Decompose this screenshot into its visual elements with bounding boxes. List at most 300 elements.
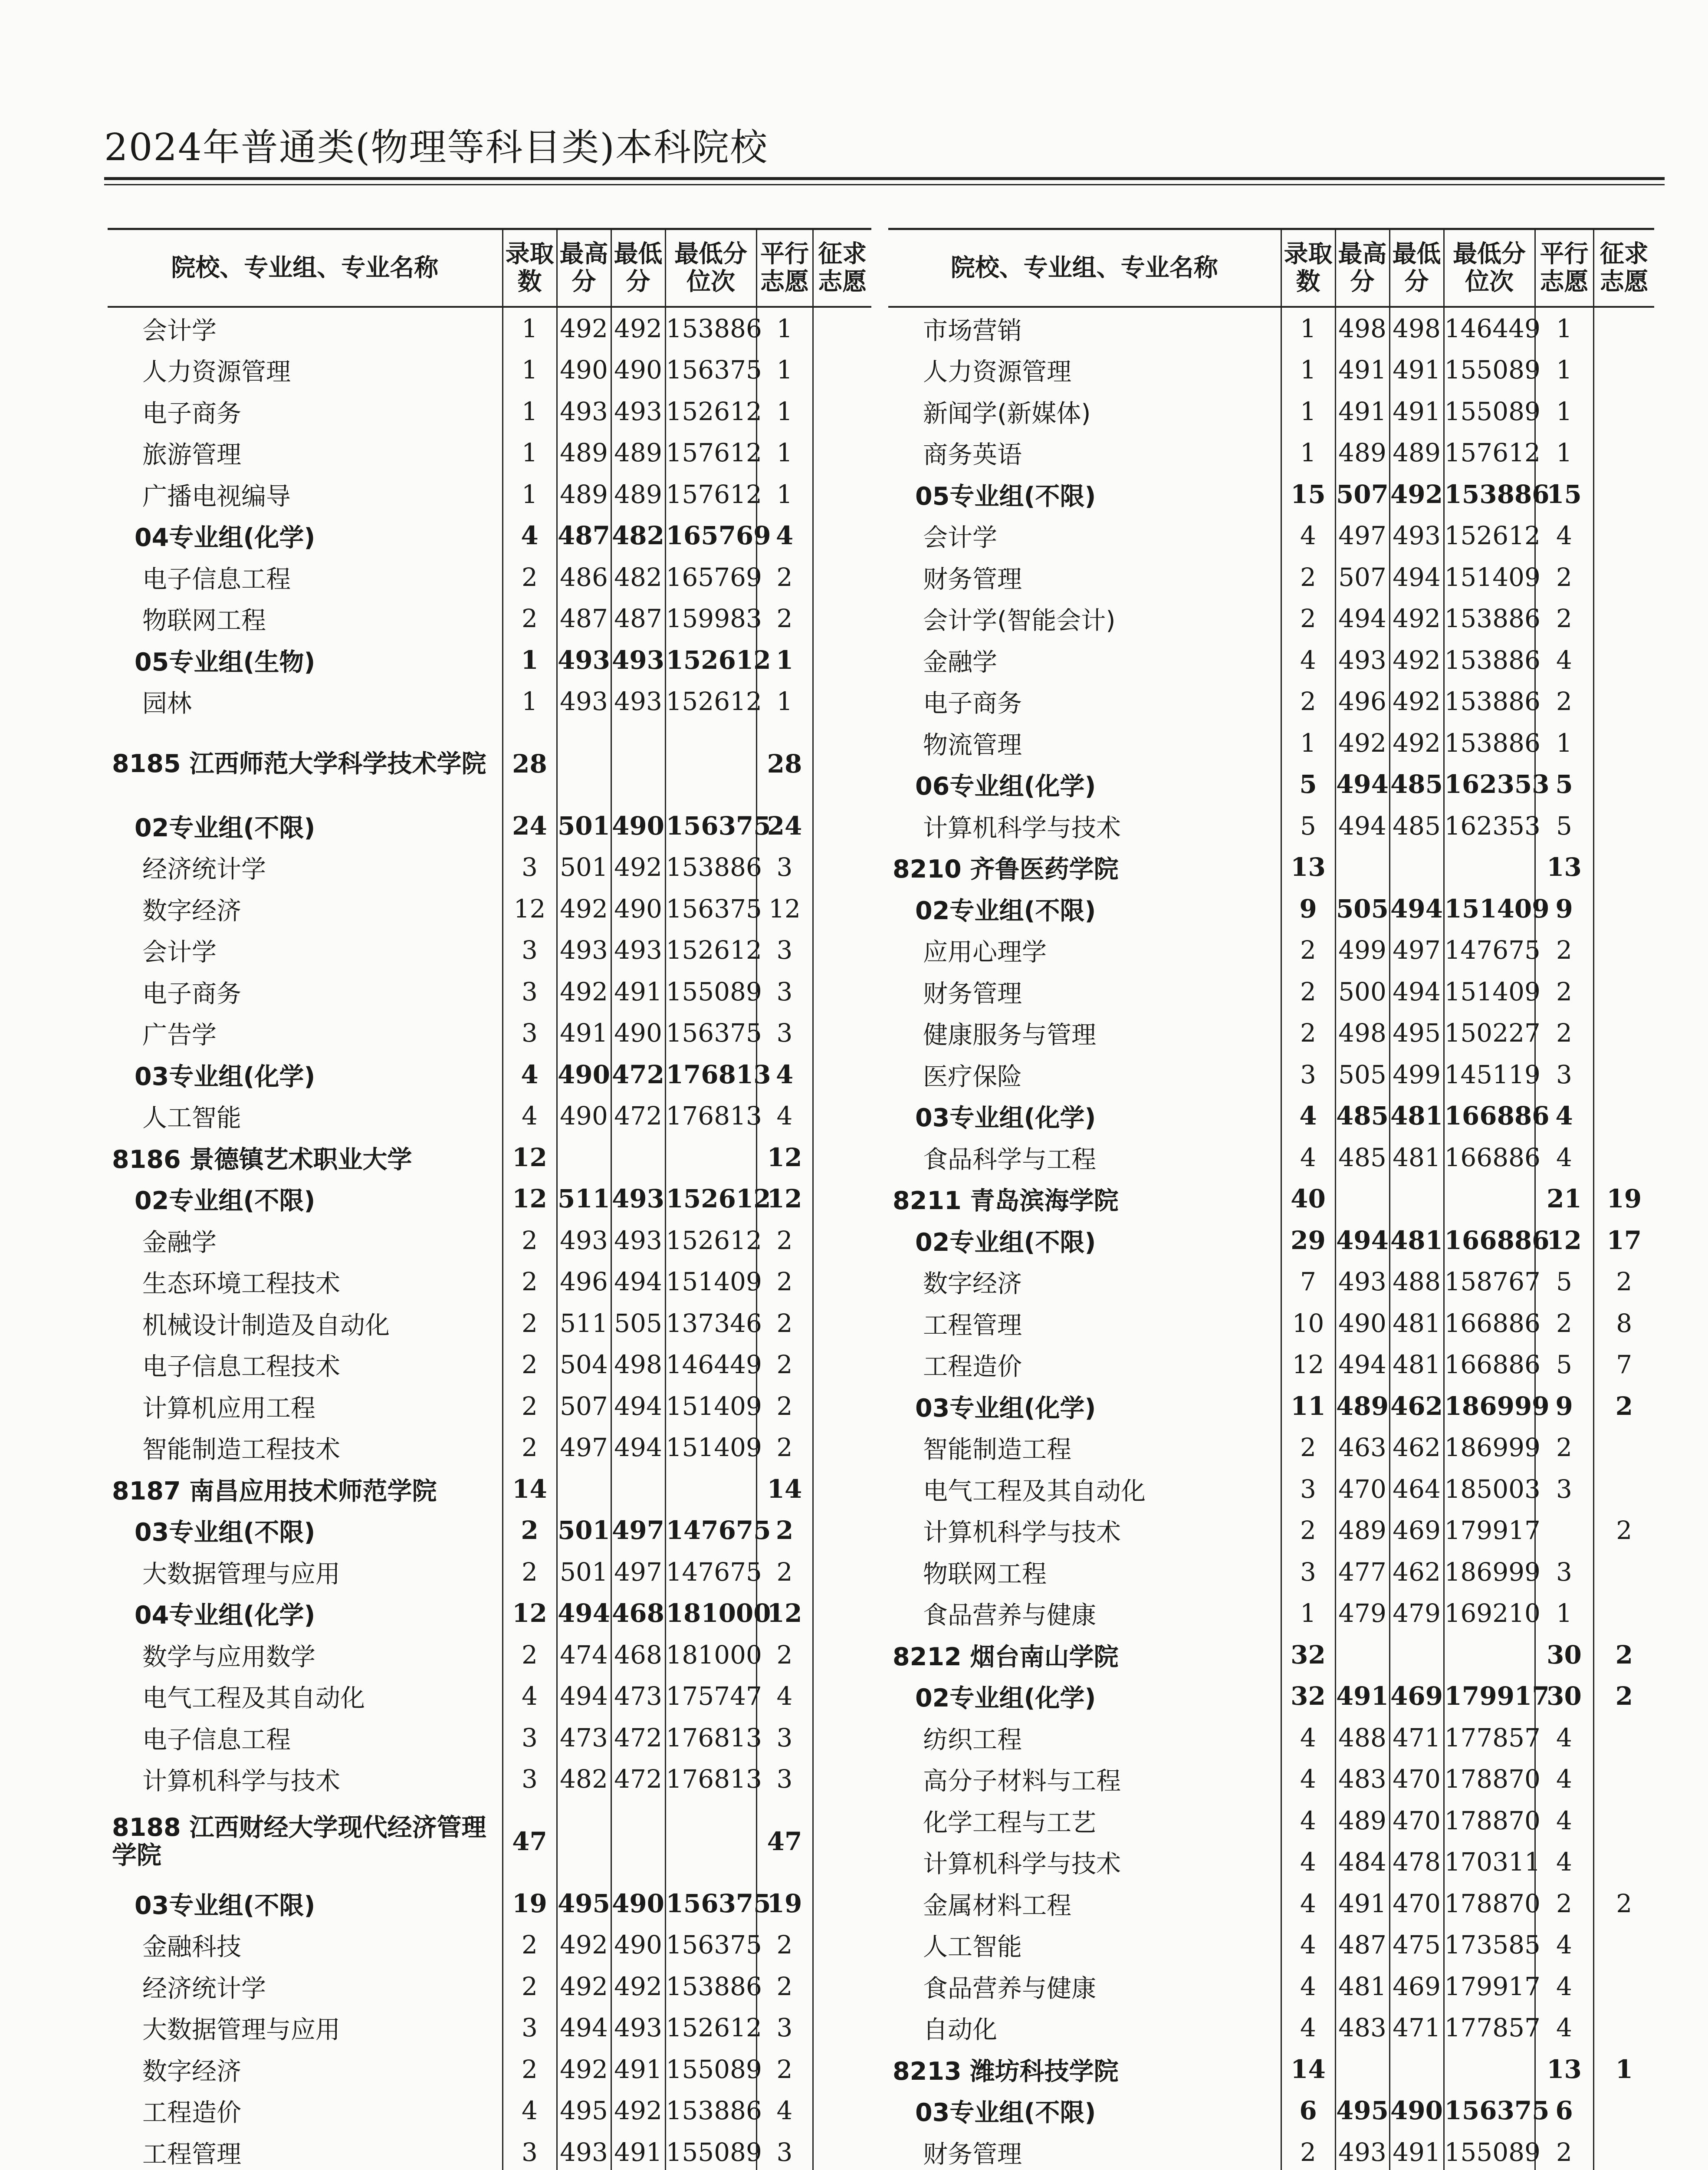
cell-max-score: 511 (557, 1178, 611, 1220)
cell-solicit-count (1593, 1468, 1654, 1510)
cell-max-score: 500 (1335, 971, 1389, 1013)
cell-solicit-count: 2 (1615, 1640, 1633, 1670)
major-row (108, 1924, 871, 1966)
cell-min-score: 491 (1389, 391, 1444, 432)
table-body (108, 307, 871, 2170)
cell-admitted-count: 3 (503, 1759, 557, 1800)
major-row (888, 639, 1654, 681)
cell-min-score: 475 (1389, 1924, 1444, 1966)
cell-name: 园林 (108, 681, 503, 723)
cell-solicit-count (813, 971, 871, 1013)
cell-min-score-rank: 177857 (1444, 1717, 1535, 1759)
cell-name: 化学工程与工艺 (888, 1800, 1281, 1841)
cell-min-score (611, 1468, 665, 1510)
cell-name: 电气工程及其自动化 (888, 1468, 1281, 1510)
cell-min-score-rank: 151409 (1444, 556, 1535, 598)
group-row (888, 473, 1654, 515)
cell-admitted-count: 7 (1281, 1261, 1335, 1303)
cell-min-score: 490 (611, 805, 665, 847)
cell-min-score-rank (665, 1468, 756, 1510)
cell-name: 商务英语 (888, 432, 1281, 474)
cell-min-score-rank: 155089 (1444, 2131, 1535, 2170)
cell-parallel-count: 5 (1535, 805, 1593, 847)
cell-parallel-count: 4 (1535, 1717, 1593, 1759)
cell-admitted-count: 32 (1281, 1676, 1335, 1717)
cell-max-score: 485 (1335, 1137, 1389, 1178)
cell-parallel-count: 4 (1535, 1759, 1593, 1800)
cell-min-score: 472 (611, 1759, 665, 1800)
cell-min-score-rank: 156375 (665, 888, 756, 930)
cell-name: 计算机科学与技术 (888, 1841, 1281, 1883)
cell-min-score-rank (1444, 2048, 1535, 2090)
cell-admitted-count: 2 (503, 1344, 557, 1386)
cell-solicit-count (1593, 1841, 1654, 1883)
cell-solicit-count (1593, 1800, 1654, 1841)
cell-solicit-count (1593, 598, 1654, 640)
cell-min-score: 481 (1389, 1095, 1444, 1137)
cell-min-score-rank: 151409 (1444, 971, 1535, 1013)
cell-name: 广播电视编导 (108, 473, 503, 515)
cell-max-score: 494 (1335, 1344, 1389, 1386)
cell-name: 工程管理 (108, 2131, 503, 2170)
cell-min-score: 492 (1389, 681, 1444, 723)
cell-admitted-count: 14 (1281, 2048, 1335, 2090)
cell-name: 工程管理 (888, 1302, 1281, 1344)
cell-min-score: 492 (611, 847, 665, 888)
cell-max-score (557, 1800, 611, 1883)
cell-admitted-count: 2 (503, 598, 557, 640)
cell-admitted-count: 2 (503, 1302, 557, 1344)
major-row (888, 1966, 1654, 2007)
major-row (888, 1883, 1654, 1924)
cell-name: 医疗保险 (888, 1054, 1281, 1095)
cell-name: 05专业组(不限) (888, 473, 1281, 515)
cell-max-score: 491 (1335, 349, 1389, 391)
cell-parallel-count: 1 (1535, 307, 1593, 349)
cell-solicit-count (813, 598, 871, 640)
cell-min-score: 497 (1389, 930, 1444, 971)
cell-max-score: 493 (557, 1220, 611, 1261)
major-row (108, 847, 871, 888)
cell-min-score: 470 (1389, 1800, 1444, 1841)
cell-min-score-rank: 162353 (1444, 764, 1535, 806)
cell-parallel-count: 3 (1535, 1054, 1593, 1095)
cell-solicit-count (813, 349, 871, 391)
cell-min-score-rank: 179917 (1444, 1676, 1535, 1717)
cell-max-score: 492 (557, 2048, 611, 2090)
cell-min-score-rank: 156375 (1444, 2090, 1535, 2132)
major-row (108, 971, 871, 1013)
major-row (888, 1013, 1654, 1054)
group-row (108, 1883, 871, 1924)
cell-max-score: 495 (1335, 2090, 1389, 2132)
cell-max-score (1335, 1634, 1389, 1676)
cell-parallel-count: 4 (756, 1054, 813, 1095)
cell-admitted-count: 1 (1281, 391, 1335, 432)
cell-admitted-count: 12 (503, 888, 557, 930)
cell-name: 健康服务与管理 (888, 1013, 1281, 1054)
cell-admitted-count: 2 (1281, 681, 1335, 723)
cell-solicit-count (1593, 1137, 1654, 1178)
cell-min-score: 471 (1389, 2007, 1444, 2049)
cell-min-score: 492 (611, 2090, 665, 2132)
cell-min-score-rank: 155089 (665, 2048, 756, 2090)
cell-admitted-count: 1 (1281, 349, 1335, 391)
cell-min-score-rank: 156375 (665, 349, 756, 391)
group-row (888, 1676, 1654, 1717)
cell-min-score: 491 (611, 2048, 665, 2090)
column-header-text: 数 (1296, 267, 1320, 296)
major-row (888, 515, 1654, 557)
cell-parallel-count: 1 (1535, 1593, 1593, 1634)
major-row (888, 1137, 1654, 1178)
cell-name: 03专业组(不限) (888, 2090, 1281, 2132)
column-header-solicit-count (1593, 229, 1654, 307)
major-row (108, 473, 871, 515)
cell-name: 电子信息工程 (108, 556, 503, 598)
cell-parallel-count: 13 (1535, 2048, 1593, 2090)
cell-max-score: 493 (557, 930, 611, 971)
column-header-text: 位次 (686, 267, 735, 296)
cell-solicit-count: 7 (1616, 1350, 1632, 1380)
cell-min-score: 485 (1389, 764, 1444, 806)
cell-min-score-rank: 155089 (1444, 391, 1535, 432)
cell-min-score-rank: 178870 (1444, 1759, 1535, 1800)
cell-min-score-rank: 179917 (1444, 1966, 1535, 2007)
cell-max-score: 501 (557, 805, 611, 847)
cell-parallel-count (1535, 1510, 1593, 1552)
cell-max-score: 494 (1335, 598, 1389, 640)
cell-min-score-rank: 145119 (1444, 1054, 1535, 1095)
cell-min-score: 494 (1389, 888, 1444, 930)
cell-solicit-count (813, 1634, 871, 1676)
cell-max-score: 474 (557, 1634, 611, 1676)
cell-parallel-count: 2 (756, 1510, 813, 1552)
cell-parallel-count: 1 (756, 432, 813, 474)
major-row (108, 930, 871, 971)
cell-max-score: 507 (557, 1385, 611, 1427)
cell-min-score: 489 (611, 473, 665, 515)
cell-min-score-rank: 166886 (1444, 1137, 1535, 1178)
cell-solicit-count (813, 847, 871, 888)
cell-min-score-rank: 156375 (665, 1924, 756, 1966)
cell-min-score: 493 (1389, 515, 1444, 557)
cell-min-score-rank: 152612 (665, 1220, 756, 1261)
cell-min-score: 470 (1389, 1883, 1444, 1924)
cell-parallel-count: 4 (1535, 1841, 1593, 1883)
right-admission-table (888, 228, 1654, 2170)
school-row (108, 1137, 871, 1178)
cell-name: 物联网工程 (888, 1551, 1281, 1593)
cell-parallel-count: 3 (756, 1717, 813, 1759)
major-row (888, 391, 1654, 432)
cell-name: 广告学 (108, 1013, 503, 1054)
cell-admitted-count: 4 (503, 1676, 557, 1717)
cell-max-score: 493 (557, 639, 611, 681)
left-admission-table (108, 228, 871, 2170)
cell-admitted-count: 3 (503, 971, 557, 1013)
cell-parallel-count: 2 (756, 2048, 813, 2090)
cell-admitted-count: 5 (1281, 764, 1335, 806)
cell-name: 电子商务 (108, 971, 503, 1013)
cell-max-score: 507 (1335, 473, 1389, 515)
column-header-text: 院校、专业组、专业名称 (950, 253, 1218, 282)
cell-min-score: 497 (611, 1551, 665, 1593)
cell-admitted-count: 12 (503, 1137, 557, 1178)
cell-solicit-count: 2 (1616, 1888, 1632, 1918)
cell-solicit-count (813, 307, 871, 349)
cell-max-score: 487 (557, 515, 611, 557)
cell-min-score: 471 (1389, 1717, 1444, 1759)
cell-min-score: 498 (611, 1344, 665, 1386)
cell-max-score: 487 (1335, 1924, 1389, 1966)
cell-min-score-rank: 147675 (665, 1510, 756, 1552)
cell-solicit-count (813, 1966, 871, 2007)
column-header-min-score-rank (665, 229, 756, 307)
cell-min-score-rank: 181000 (665, 1593, 756, 1634)
cell-solicit-count (1593, 1551, 1654, 1593)
cell-admitted-count: 1 (503, 307, 557, 349)
cell-max-score: 493 (557, 2131, 611, 2170)
cell-max-score: 499 (1335, 930, 1389, 971)
cell-solicit-count (813, 2048, 871, 2090)
cell-max-score: 511 (557, 1302, 611, 1344)
cell-parallel-count: 5 (1535, 1261, 1593, 1303)
major-row (108, 349, 871, 391)
cell-solicit-count (1593, 2007, 1654, 2049)
cell-min-score-rank: 166886 (1444, 1344, 1535, 1386)
cell-min-score-rank: 153886 (665, 2090, 756, 2132)
cell-solicit-count (1593, 1966, 1654, 2007)
cell-parallel-count: 3 (756, 2131, 813, 2170)
cell-admitted-count: 4 (1281, 515, 1335, 557)
cell-parallel-count: 2 (1535, 1302, 1593, 1344)
cell-min-score: 469 (1389, 1676, 1444, 1717)
cell-min-score: 487 (611, 598, 665, 640)
cell-min-score: 492 (611, 307, 665, 349)
major-row (888, 556, 1654, 598)
cell-min-score-rank: 173585 (1444, 1924, 1535, 1966)
cell-max-score: 489 (557, 473, 611, 515)
cell-admitted-count: 1 (503, 391, 557, 432)
group-row (888, 1385, 1654, 1427)
cell-max-score: 463 (1335, 1427, 1389, 1469)
cell-max-score: 486 (557, 556, 611, 598)
cell-admitted-count: 1 (503, 639, 557, 681)
cell-min-score (611, 1800, 665, 1883)
column-header-name (888, 229, 1281, 307)
cell-parallel-count: 1 (1535, 722, 1593, 764)
cell-min-score-rank: 156375 (665, 805, 756, 847)
cell-parallel-count: 4 (1535, 1137, 1593, 1178)
cell-min-score-rank: 152612 (1444, 515, 1535, 557)
cell-min-score: 472 (611, 1095, 665, 1137)
column-header-text: 志愿 (1540, 267, 1589, 296)
major-row (888, 1841, 1654, 1883)
cell-min-score (1389, 1634, 1444, 1676)
cell-solicit-count (1593, 722, 1654, 764)
cell-parallel-count: 2 (1535, 1013, 1593, 1054)
cell-solicit-count (813, 1759, 871, 1800)
column-header-text: 平行 (760, 240, 809, 268)
cell-min-score-rank: 186999 (1444, 1427, 1535, 1469)
cell-name: 8185 江西师范大学科学技术学院 (108, 722, 503, 805)
cell-min-score-rank (1444, 847, 1535, 888)
column-header-text: 分 (572, 267, 596, 296)
cell-admitted-count: 3 (1281, 1551, 1335, 1593)
cell-min-score-rank: 150227 (1444, 1013, 1535, 1054)
major-row (888, 1054, 1654, 1095)
cell-admitted-count: 12 (1281, 1344, 1335, 1386)
cell-min-score-rank: 178870 (1444, 1883, 1535, 1924)
major-row (888, 1924, 1654, 1966)
cell-max-score: 491 (1335, 1883, 1389, 1924)
cell-admitted-count: 2 (1281, 1427, 1335, 1469)
cell-parallel-count: 5 (1535, 1344, 1593, 1386)
cell-name: 人力资源管理 (108, 349, 503, 391)
group-row (888, 1095, 1654, 1137)
major-row (888, 2131, 1654, 2170)
cell-name: 03专业组(不限) (108, 1883, 503, 1924)
cell-min-score: 497 (611, 1510, 665, 1552)
cell-parallel-count: 30 (1535, 1634, 1593, 1676)
cell-name: 计算机应用工程 (108, 1385, 503, 1427)
cell-min-score (1389, 1178, 1444, 1220)
cell-solicit-count (813, 1220, 871, 1261)
cell-solicit-count (813, 556, 871, 598)
cell-min-score: 494 (1389, 971, 1444, 1013)
cell-solicit-count (813, 432, 871, 474)
column-header-parallel-count (756, 229, 813, 307)
cell-parallel-count: 2 (756, 1551, 813, 1593)
cell-admitted-count: 15 (1281, 473, 1335, 515)
cell-admitted-count: 6 (1281, 2090, 1335, 2132)
cell-min-score: 492 (1389, 473, 1444, 515)
cell-parallel-count: 4 (756, 515, 813, 557)
cell-min-score: 462 (1389, 1551, 1444, 1593)
cell-min-score-rank (1444, 1178, 1535, 1220)
column-header-text: 最高 (1338, 240, 1387, 268)
cell-name: 03专业组(不限) (108, 1510, 503, 1552)
cell-name: 8186 景德镇艺术职业大学 (108, 1137, 503, 1178)
cell-max-score: 485 (1335, 1095, 1389, 1137)
cell-name: 电子信息工程 (108, 1717, 503, 1759)
cell-max-score: 490 (1335, 1302, 1389, 1344)
cell-admitted-count: 4 (1281, 1759, 1335, 1800)
school-row (108, 1800, 871, 1883)
column-header-text: 最低分 (674, 240, 747, 268)
cell-solicit-count (813, 1551, 871, 1593)
cell-solicit-count (813, 1800, 871, 1883)
cell-min-score: 505 (611, 1302, 665, 1344)
cell-solicit-count (1593, 681, 1654, 723)
cell-solicit-count (813, 1054, 871, 1095)
cell-name: 高分子材料与工程 (888, 1759, 1281, 1800)
cell-min-score: 494 (611, 1385, 665, 1427)
cell-min-score-rank: 146449 (1444, 307, 1535, 349)
cell-admitted-count: 3 (503, 1717, 557, 1759)
cell-min-score: 493 (611, 2007, 665, 2049)
cell-min-score (1389, 2048, 1444, 2090)
cell-max-score: 488 (1335, 1717, 1389, 1759)
cell-min-score: 491 (611, 971, 665, 1013)
column-header-text: 录取 (1284, 240, 1333, 268)
cell-min-score: 490 (1389, 2090, 1444, 2132)
major-row (888, 805, 1654, 847)
cell-max-score: 504 (557, 1344, 611, 1386)
cell-min-score: 482 (611, 556, 665, 598)
cell-parallel-count: 4 (756, 1095, 813, 1137)
cell-solicit-count: 17 (1606, 1225, 1642, 1255)
cell-min-score: 493 (611, 930, 665, 971)
major-row (108, 2007, 871, 2049)
cell-min-score-rank: 157612 (1444, 432, 1535, 474)
cell-min-score: 488 (1389, 1261, 1444, 1303)
cell-name: 市场营销 (888, 307, 1281, 349)
cell-admitted-count: 3 (503, 2007, 557, 2049)
cell-solicit-count (1593, 1095, 1654, 1137)
cell-admitted-count: 32 (1281, 1634, 1335, 1676)
cell-max-score: 494 (557, 1676, 611, 1717)
column-header-name (108, 229, 503, 307)
cell-min-score-rank: 137346 (665, 1302, 756, 1344)
cell-max-score: 491 (1335, 1676, 1389, 1717)
cell-solicit-count (1593, 1054, 1654, 1095)
major-row (888, 1759, 1654, 1800)
cell-name: 自动化 (888, 2007, 1281, 2049)
cell-max-score: 496 (1335, 681, 1389, 723)
cell-min-score-rank: 153886 (1444, 473, 1535, 515)
cell-admitted-count: 2 (503, 2048, 557, 2090)
cell-parallel-count: 12 (756, 1137, 813, 1178)
cell-name: 计算机科学与技术 (108, 1759, 503, 1800)
major-row (108, 1385, 871, 1427)
cell-parallel-count: 47 (756, 1800, 813, 1883)
cell-max-score: 498 (1335, 1013, 1389, 1054)
cell-solicit-count (1593, 1717, 1654, 1759)
column-header-text: 最高 (559, 240, 608, 268)
cell-min-score-rank: 156375 (665, 1013, 756, 1054)
cell-max-score: 495 (557, 1883, 611, 1924)
cell-solicit-count (813, 2007, 871, 2049)
cell-admitted-count: 28 (503, 722, 557, 805)
cell-name: 食品营养与健康 (888, 1966, 1281, 2007)
cell-admitted-count: 2 (503, 1385, 557, 1427)
cell-min-score-rank: 166886 (1444, 1302, 1535, 1344)
cell-max-score: 492 (557, 888, 611, 930)
cell-name: 经济统计学 (108, 1966, 503, 2007)
cell-max-score: 483 (1335, 2007, 1389, 2049)
cell-admitted-count: 10 (1281, 1302, 1335, 1344)
cell-min-score: 490 (611, 1013, 665, 1054)
cell-solicit-count (813, 805, 871, 847)
cell-parallel-count: 1 (756, 639, 813, 681)
cell-name: 02专业组(不限) (888, 888, 1281, 930)
cell-name: 新闻学(新媒体) (888, 391, 1281, 432)
cell-name: 机械设计制造及自动化 (108, 1302, 503, 1344)
cell-parallel-count: 2 (1535, 971, 1593, 1013)
cell-name: 智能制造工程技术 (108, 1427, 503, 1469)
cell-admitted-count: 1 (503, 432, 557, 474)
cell-name: 物联网工程 (108, 598, 503, 640)
cell-admitted-count: 3 (503, 847, 557, 888)
cell-solicit-count (813, 681, 871, 723)
cell-admitted-count: 2 (1281, 1510, 1335, 1552)
major-row (888, 681, 1654, 723)
column-header-text: 分 (1350, 267, 1375, 296)
cell-name: 金属材料工程 (888, 1883, 1281, 1924)
cell-min-score: 469 (1389, 1966, 1444, 2007)
